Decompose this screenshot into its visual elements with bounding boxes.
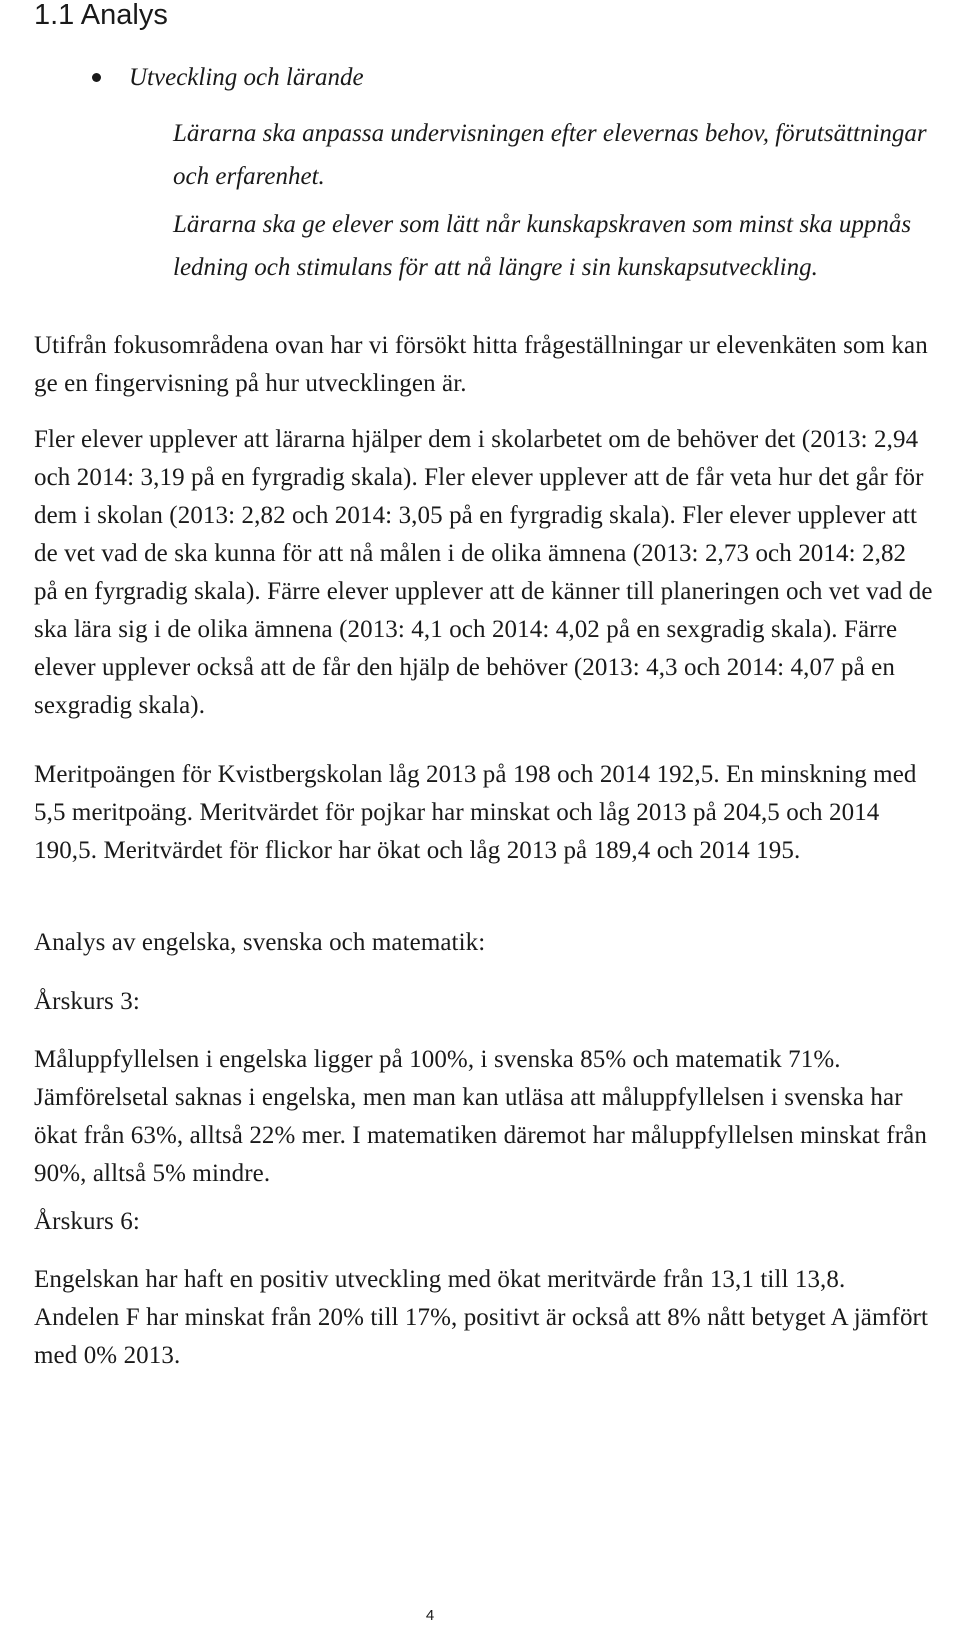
bullet-label: Utveckling och lärande [129,64,364,91]
grade-heading: Årskurs 6: [34,1208,140,1235]
body-paragraph: Måluppfyllelsen i engelska ligger på 100%, i svenska 85% och matematik 71%. Jämförelsetal saknas i engelska, men man kan utläsa att måluppfyllelsen i svenska har ökat från 63%, alltså 22% mer. I matematiken däremot har måluppfyllelsen minskat från 90%, alltså 5% mindre. [34,1046,927,1187]
page-number [0,1607,860,1625]
body-paragraph: Meritpoängen för Kvistbergskolan låg 2013 på 198 och 2014 192,5. En minskning med 5,5 meritpoäng. Meritvärdet för pojkar har minskat och låg 2013 på 204,5 och 2014 190,5. Meritvärdet för flickor har ökat och låg 2013 på 189,4 och 2014 195. [34,761,917,864]
body-paragraph: Utifrån fokusområdena ovan har vi försökt hitta frågeställningar ur elevenkäten som kan ge en fingervisning på hur utvecklingen är. [34,332,928,397]
quote-paragraph: Lärarna ska anpassa undervisningen efter elevernas behov, förutsättningar och erfarenhet. [173,120,927,190]
page-number-label: 4 [425,1607,435,1624]
body-paragraph: Fler elever upplever att lärarna hjälper dem i skolarbetet om de behöver det (2013: 2,94 och 2014: 3,19 på en fyrgradig skala). Fler elever upplever att de får veta hur det går för dem i skolan (2013: 2,82 och 2014: 3,05 på en fyrgradig skala). Fler elever upplever att de vet vad de ska kunna för att nå målen i de olika ämnena (2013: 2,73 och 2014: 2,82 på en fyrgradig skala). Färre elever upplever att de känner till planeringen och vet vad de ska lära sig i de olika ämnena (2013: 4,1 och 2014: 4,02 på en sexgradig skala). Färre elever upplever också att de får den hjälp de behöver (2013: 4,3 och 2014: 4,07 på en sexgradig skala). [34,426,933,719]
grade-heading: Årskurs 3: [34,988,140,1015]
section-heading: 1.1 Analys [34,0,168,31]
quote-paragraph: Lärarna ska ge elever som lätt når kunskapskraven som minst ska uppnås ledning och stimulans för att nå längre i sin kunskapsutveckling. [173,211,912,281]
subheading-paragraph: Analys av engelska, svenska och matematik: [34,929,486,956]
bullet-dot-icon [92,73,101,82]
body-paragraph: Engelskan har haft en positiv utveckling med ökat meritvärde från 13,1 till 13,8. Andelen F har minskat från 20% till 17%, positivt är också att 8% nått betyget A jämfört med 0% 2013. [34,1266,929,1369]
